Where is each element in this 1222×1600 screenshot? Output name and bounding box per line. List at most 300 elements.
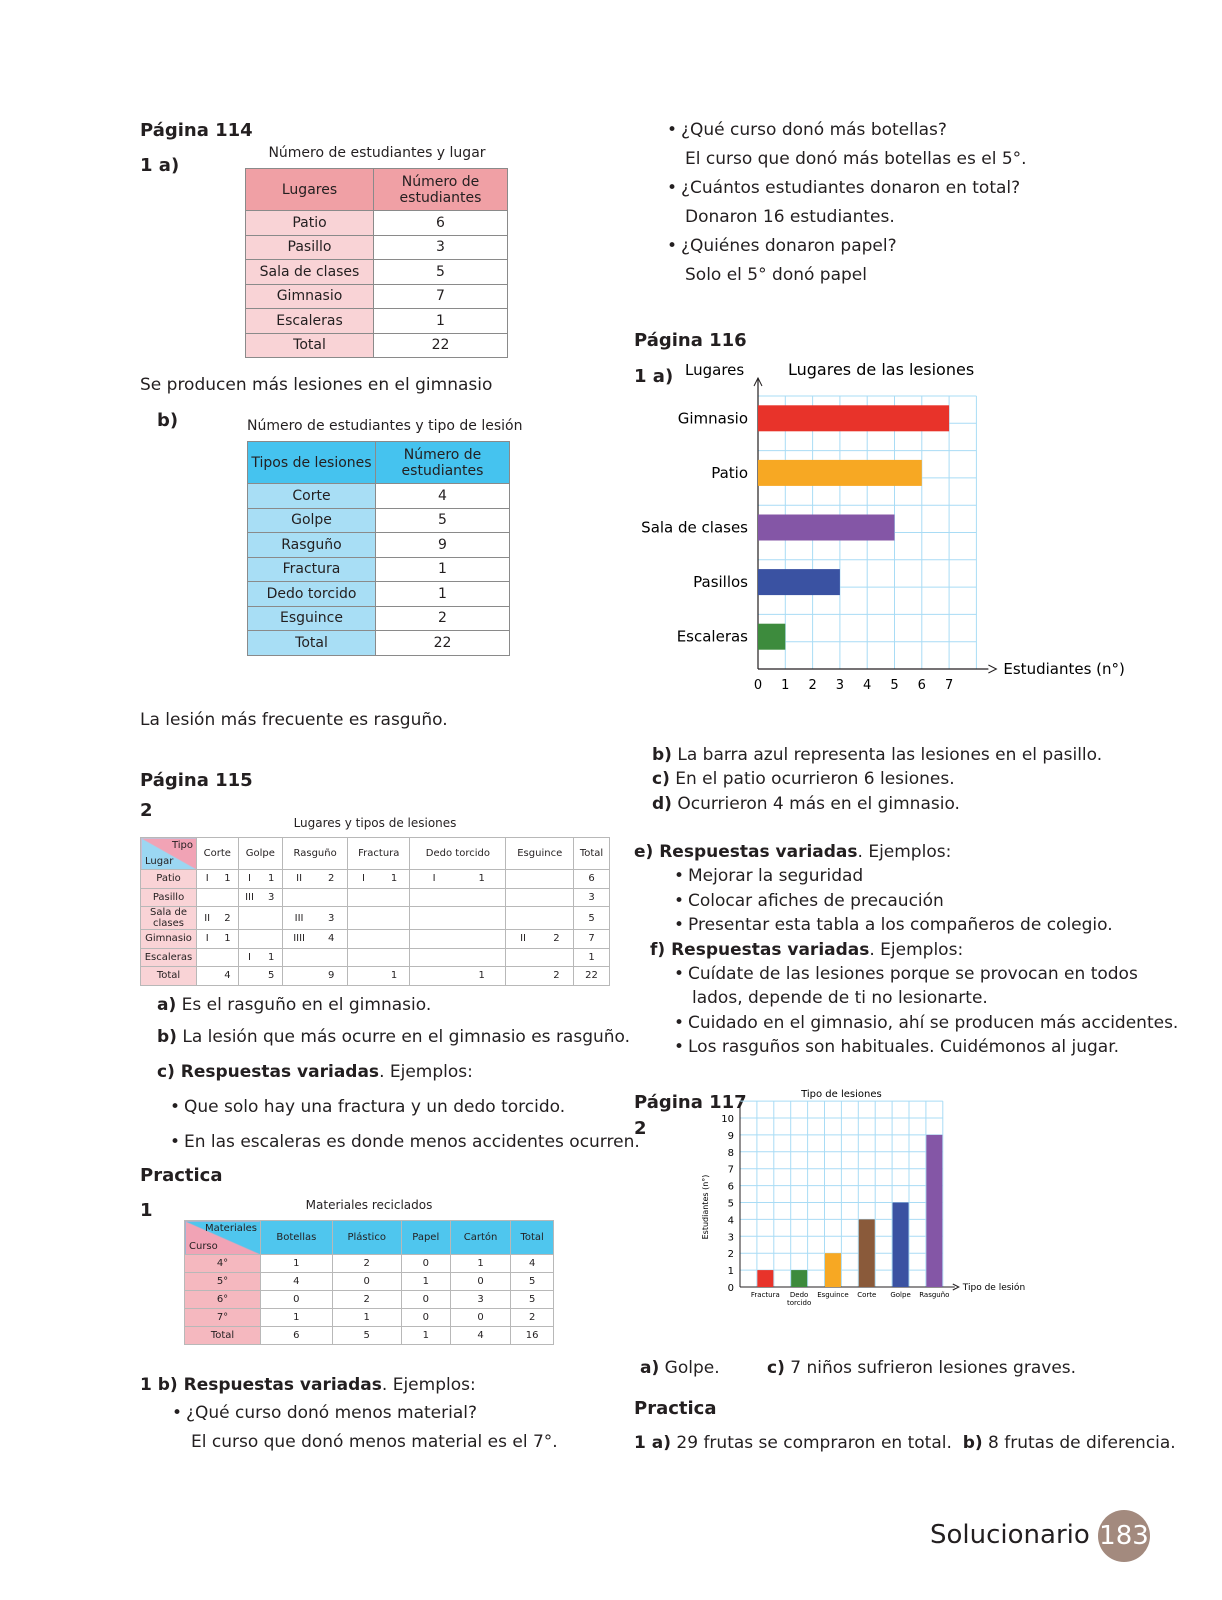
answer-a: Se producen más lesiones en el gimnasio [140, 375, 493, 395]
mat-row-label: 7° [185, 1309, 261, 1327]
tally-count: 1 [268, 873, 275, 885]
mat-row [185, 1291, 554, 1309]
tally-cell [238, 870, 282, 889]
tally-cell [410, 870, 506, 889]
mat-row [185, 1255, 554, 1273]
tally-cell [197, 930, 239, 949]
table-a-row [246, 284, 508, 309]
table-b-row [248, 484, 510, 509]
p116-e-item-2: • Colocar afiches de precaución [674, 891, 944, 911]
tally-total: 3 [574, 888, 610, 907]
tally-count: 3 [327, 912, 335, 924]
p117-c-text: 7 niños sufrieron lesiones graves. [790, 1358, 1077, 1378]
table-a-header-1: Lugares [246, 169, 374, 211]
tally-marks: II [204, 912, 211, 924]
p116-e-label: e) Respuestas variadas [634, 842, 858, 862]
tally-cell [348, 870, 410, 889]
table-a-row [246, 333, 508, 358]
p116-e-item-3: • Presentar esta tabla a los compañeros de colegio. [674, 915, 1113, 935]
table-a-row [246, 235, 508, 260]
table-b-cell-label: Dedo torcido [248, 582, 376, 607]
table-a-cell-label: Escaleras [246, 309, 374, 334]
table-b-cell-value: 1 [376, 582, 510, 607]
mat-row-label: 4° [185, 1255, 261, 1273]
mat-cell: 1 [332, 1309, 401, 1327]
rt-item-3-a: Solo el 5° donó papel [685, 265, 867, 285]
mat-cell: 2 [332, 1291, 401, 1309]
chart2-xlabel: Tipo de lesión [962, 1283, 1026, 1293]
mat-cell: 4 [511, 1255, 554, 1273]
rt-item-1-a: El curso que donó más botellas es el 5°. [685, 149, 1027, 169]
chart1-title: Lugares de las lesiones [788, 360, 975, 379]
chart1-xtick: 0 [753, 678, 763, 693]
mat-col-header: Plástico [332, 1221, 401, 1255]
tally-cell [348, 930, 410, 949]
chart2-ytick: 7 [727, 1164, 734, 1176]
tally-count: 2 [224, 912, 231, 924]
rt-item-2-a: Donaron 16 estudiantes. [685, 207, 895, 227]
tally-count: 9 [327, 970, 335, 982]
mat-cell: 5 [332, 1327, 401, 1345]
tally-col-header: Corte [197, 838, 239, 870]
tally-cell [410, 930, 506, 949]
q1b-p115-text: . Ejemplos: [381, 1375, 476, 1395]
rt-item-3-q-text: ¿Quiénes donaron papel? [681, 236, 897, 256]
tally-cell [283, 967, 348, 986]
tally-row [141, 930, 610, 949]
mat-row [185, 1273, 554, 1291]
tally-marks: I [362, 873, 365, 885]
table-b-row [248, 557, 510, 582]
chart2-ytick: 9 [727, 1130, 734, 1142]
table-a-cell-label: Pasillo [246, 235, 374, 260]
table-a-cell-label: Gimnasio [246, 284, 374, 309]
tally-count: 1 [268, 951, 275, 963]
table-a-cell-label: Sala de clases [246, 260, 374, 285]
table-a-cell-value: 5 [374, 260, 508, 285]
tally-count: 1 [478, 970, 485, 982]
table-lugares [245, 168, 508, 358]
chart1-xtick: 1 [781, 678, 790, 693]
p116-e-text: . Ejemplos: [857, 842, 952, 862]
p116-e-item-1-text: Mejorar la seguridad [688, 866, 864, 886]
table-a-cell-value: 6 [374, 211, 508, 236]
tally-total: 7 [574, 930, 610, 949]
mat-row [185, 1309, 554, 1327]
chart2-title: Tipo de lesiones [801, 1089, 882, 1100]
tally-cell [197, 888, 239, 907]
chart1-xtick: 5 [890, 678, 899, 693]
practica-right-1b-label: b) [962, 1433, 983, 1453]
tally-cell [348, 948, 410, 967]
chart1-xtick: 3 [835, 678, 845, 693]
tally-count: 1 [390, 873, 398, 885]
mat-cell: 1 [261, 1255, 333, 1273]
tally-cell [283, 948, 348, 967]
practica-right-1a-label: 1 a) [634, 1433, 671, 1453]
q1b-item-a: El curso que donó menos material es el 7°. [191, 1432, 558, 1452]
p116-b-label: b) [652, 745, 672, 765]
tally-row [141, 907, 610, 930]
p115-c-item-2-text: En las escaleras es donde menos accidentes ocurren. [184, 1132, 640, 1152]
table-a-cell-value: 22 [374, 333, 508, 358]
chart2-category-label: Fractura [750, 1291, 780, 1299]
p115-a [157, 995, 431, 1015]
tally-cell [410, 888, 506, 907]
p116-f-item-2-text: Cuidado en el gimnasio, ahí se producen más accidentes. [688, 1013, 1179, 1033]
chart2-ytick: 10 [721, 1114, 734, 1125]
q2-label: 2 [140, 800, 153, 821]
mat-cell: 0 [401, 1255, 450, 1273]
p117-a-label: a) [640, 1358, 660, 1378]
tally-cell [506, 870, 574, 889]
table-a-row [246, 211, 508, 236]
p115-a-text: Es el rasguño en el gimnasio. [181, 995, 432, 1015]
heading-p117: Página 117 [634, 1092, 747, 1113]
tally-caption: Lugares y tipos de lesiones [293, 816, 457, 830]
tally-count: 2 [553, 970, 560, 982]
p115-c-item-1-text: Que solo hay una fractura y un dedo torcido. [184, 1097, 566, 1117]
p116-q1a: 1 a) [634, 366, 674, 387]
p117-q2: 2 [634, 1118, 647, 1139]
tally-header-row [141, 838, 610, 870]
table-b-cell-value: 2 [376, 606, 510, 631]
tally-count: 1 [224, 933, 231, 945]
table-a-row [246, 260, 508, 285]
p116-b [652, 745, 1102, 765]
mat-cell: 0 [332, 1273, 401, 1291]
p117-a [640, 1358, 720, 1378]
chart2-ytick: 5 [727, 1198, 734, 1210]
p116-c-text: En el patio ocurrieron 6 lesiones. [675, 769, 955, 789]
tally-corner [141, 838, 197, 870]
chart2-category-label: Golpe [890, 1291, 911, 1299]
tally-row [141, 870, 610, 889]
p117-c-label: c) [767, 1358, 785, 1378]
tally-row [141, 967, 610, 986]
heading-p115: Página 115 [140, 770, 253, 791]
practica-right-1a-text: 29 frutas se compraron en total. [676, 1433, 952, 1453]
table-b-cell-value: 4 [376, 484, 510, 509]
mat-cell: 0 [450, 1309, 511, 1327]
chart1-category-label: Pasillos [693, 573, 748, 592]
mat-cell: 0 [401, 1309, 450, 1327]
p116-c-label: c) [652, 769, 670, 789]
chart2-category-label: Corte [857, 1291, 877, 1299]
tally-row-label: Total [141, 967, 197, 986]
tally-count: 3 [268, 891, 275, 903]
table-a-cell-value: 3 [374, 235, 508, 260]
tally-cell [238, 930, 282, 949]
p115-a-label: a) [157, 995, 177, 1015]
q1b-p115 [140, 1375, 476, 1395]
chart2-ytick: 8 [727, 1147, 734, 1159]
chart1-xtick: 7 [944, 678, 954, 693]
rt-item-1-q: • ¿Qué curso donó más botellas? [667, 120, 947, 140]
tally-total: 1 [574, 948, 610, 967]
q1b-item-q-text: ¿Qué curso donó menos material? [186, 1403, 478, 1423]
tally-cell [506, 907, 574, 930]
chart1-bar [758, 460, 922, 486]
mat-cell: 2 [511, 1309, 554, 1327]
chart2-ytick: 0 [727, 1283, 734, 1294]
table-a-cell-value: 7 [374, 284, 508, 309]
table-b-cell-value: 1 [376, 557, 510, 582]
mat-cell: 1 [401, 1273, 450, 1291]
tally-count: 5 [268, 970, 275, 982]
practica-right: Practica [634, 1398, 717, 1419]
tally-cell [283, 930, 348, 949]
p116-f-text: . Ejemplos: [869, 940, 964, 960]
tally-cell [410, 967, 506, 986]
chart2-bar [757, 1270, 773, 1287]
tally-cell [238, 888, 282, 907]
p116-f [650, 940, 963, 960]
mat-col-header: Cartón [450, 1221, 511, 1255]
chart2-ylabel: Estudiantes (n°) [701, 1174, 710, 1240]
tally-col-header: Rasguño [283, 838, 348, 870]
p115-c-item-1: • Que solo hay una fractura y un dedo torcido. [170, 1097, 566, 1117]
mat-corner-top: Materiales [205, 1223, 257, 1234]
table-b-cell-value: 9 [376, 533, 510, 558]
page-number: 183 [1098, 1510, 1150, 1562]
mat-col-header: Botellas [261, 1221, 333, 1255]
tally-count: 1 [390, 970, 398, 982]
tally-corner-top: Tipo [171, 840, 193, 851]
tally-count: 1 [478, 873, 485, 885]
tally-col-header: Total [574, 838, 610, 870]
table-a-cell-value: 1 [374, 309, 508, 334]
tally-marks: I [248, 873, 251, 885]
table-b-row [248, 582, 510, 607]
p116-f-item-1b: lados, depende de ti no lesionarte. [692, 988, 988, 1008]
table-tipos [247, 441, 510, 656]
table-b-cell-label: Esguince [248, 606, 376, 631]
tally-cell [283, 888, 348, 907]
tally-marks: IIII [293, 933, 305, 945]
tally-total: 22 [574, 967, 610, 986]
tally-cell [197, 907, 239, 930]
p115-b [157, 1027, 630, 1047]
q1b-item-q: • ¿Qué curso donó menos material? [172, 1403, 478, 1423]
chart2-bar [791, 1270, 807, 1287]
chart1-category-label: Sala de clases [641, 518, 748, 537]
chart1-bar [758, 405, 949, 431]
mat-row-label: 6° [185, 1291, 261, 1309]
tally-total: 5 [574, 907, 610, 930]
p115-c-label: c) Respuestas variadas [157, 1062, 380, 1082]
p115-c [157, 1062, 473, 1082]
p115-b-text: La lesión que más ocurre en el gimnasio es rasguño. [182, 1027, 631, 1047]
mat-cell: 3 [450, 1291, 511, 1309]
practica-right-1 [634, 1433, 1176, 1453]
chart2-category-label: torcido [787, 1299, 812, 1307]
p116-c [652, 769, 955, 789]
mat-row [185, 1327, 554, 1345]
tally-cell [197, 870, 239, 889]
chart1-category-label: Escaleras [676, 627, 748, 646]
p116-d [652, 794, 960, 814]
tally-cell [506, 948, 574, 967]
practica-right-1b-text: 8 frutas de diferencia. [988, 1433, 1176, 1453]
q1a-label: 1 a) [140, 155, 180, 176]
tally-marks: I [248, 951, 251, 963]
rt-item-1-q-text: ¿Qué curso donó más botellas? [681, 120, 947, 140]
p115-c-text: . Ejemplos: [379, 1062, 473, 1082]
tally-col-header: Golpe [238, 838, 282, 870]
chart1-category-label: Patio [711, 463, 748, 482]
p115-b-label: b) [157, 1027, 177, 1047]
tally-corner-bottom: Lugar [145, 856, 174, 867]
tally-cell [348, 967, 410, 986]
chart2-bar [825, 1253, 841, 1287]
x-axis-arrow [988, 665, 996, 673]
tally-cell [238, 907, 282, 930]
chart2-ytick: 4 [727, 1215, 734, 1227]
p116-d-label: d) [652, 794, 672, 814]
chart1-xtick: 4 [863, 678, 872, 693]
p116-f-label: f) Respuestas variadas [650, 940, 870, 960]
tally-col-header: Fractura [348, 838, 410, 870]
chart2-bar [926, 1135, 942, 1287]
tally-count: 2 [327, 873, 335, 885]
tally-row-label: Escaleras [141, 948, 197, 967]
p116-e-item-3-text: Presentar esta tabla a los compañeros de colegio. [688, 915, 1113, 935]
table-b-cell-value: 5 [376, 508, 510, 533]
table-b-row [248, 631, 510, 656]
rt-item-3-q: • ¿Quiénes donaron papel? [667, 236, 897, 256]
chart2-ytick: 1 [727, 1266, 734, 1278]
mat-cell: 1 [401, 1327, 450, 1345]
mat-cell: 1 [450, 1255, 511, 1273]
p116-e-item-2-text: Colocar afiches de precaución [688, 891, 944, 911]
tally-row-label: Sala de clases [141, 907, 197, 930]
chart1-bar [758, 569, 840, 595]
rt-item-2-q: • ¿Cuántos estudiantes donaron en total? [667, 178, 1021, 198]
tally-table [140, 837, 610, 986]
tally-cell [410, 948, 506, 967]
tally-row-label: Gimnasio [141, 930, 197, 949]
chart1-xtick: 6 [917, 678, 926, 693]
chart1-ylabel: Lugares [685, 361, 745, 379]
table-b-row [248, 508, 510, 533]
tally-row [141, 948, 610, 967]
mat-row-label: 5° [185, 1273, 261, 1291]
table-b-cell-label: Total [248, 631, 376, 656]
table-a-header-2: Número de estudiantes [374, 169, 508, 211]
tally-count: 4 [327, 933, 335, 945]
tally-count: 2 [553, 933, 560, 945]
tally-marks: II [520, 933, 526, 945]
table-a-row [246, 309, 508, 334]
mat-caption: Materiales reciclados [305, 1198, 433, 1212]
tally-cell [506, 967, 574, 986]
practica-1-label: 1 [140, 1200, 153, 1221]
tally-cell [238, 948, 282, 967]
p116-d-text: Ocurrieron 4 más en el gimnasio. [677, 794, 960, 814]
chart2-category-label: Esguince [817, 1291, 849, 1299]
p116-f-item-3: • Los rasguños son habituales. Cuidémonos al jugar. [674, 1037, 1120, 1057]
tally-count: 4 [224, 970, 231, 982]
tally-cell [348, 888, 410, 907]
mat-cell: 0 [261, 1291, 333, 1309]
chart2-ytick: 3 [727, 1232, 734, 1244]
mat-corner-bottom: Curso [189, 1241, 218, 1252]
tally-marks: II [296, 873, 303, 885]
tally-row-label: Patio [141, 870, 197, 889]
chart2-bar [859, 1219, 875, 1287]
mat-col-header: Papel [401, 1221, 450, 1255]
mat-header-row [185, 1221, 554, 1255]
mat-cell: 16 [511, 1327, 554, 1345]
table-b-cell-label: Fractura [248, 557, 376, 582]
p117-c [767, 1358, 1076, 1378]
p116-f-item-1-text: Cuídate de las lesiones porque se provocan en todos [688, 964, 1138, 984]
chart2-ytick: 6 [727, 1181, 734, 1193]
mat-cell: 5 [511, 1273, 554, 1291]
tally-marks: I [205, 933, 209, 945]
q1b-p115-label: 1 b) Respuestas variadas [140, 1375, 382, 1395]
mat-row-label: Total [185, 1327, 261, 1345]
mat-cell: 6 [261, 1327, 333, 1345]
chart-tipos [701, 1089, 1110, 1350]
q1b-label: b) [157, 410, 179, 431]
table-b-caption: Número de estudiantes y tipo de lesión [247, 418, 523, 434]
tally-marks: III [294, 912, 304, 924]
tally-cell [283, 907, 348, 930]
table-b-row [248, 606, 510, 631]
table-b-header-2: Número de estudiantes [376, 442, 510, 484]
tally-cell [197, 948, 239, 967]
practica-left: Practica [140, 1165, 223, 1186]
chart1-xtick: 2 [808, 678, 817, 693]
table-b-cell-label: Corte [248, 484, 376, 509]
tally-count: 1 [224, 873, 231, 885]
footer-label: Solucionario [930, 1520, 1090, 1550]
mat-cell: 4 [450, 1327, 511, 1345]
materiales-table [184, 1220, 554, 1345]
p116-e [634, 842, 951, 862]
tally-marks: I [205, 873, 209, 885]
chart2-category-label: Dedo [789, 1291, 809, 1299]
p116-f-item-1: • Cuídate de las lesiones porque se provocan en todos [674, 964, 1138, 984]
tally-row [141, 888, 610, 907]
table-a-caption: Número de estudiantes y lugar [268, 145, 486, 161]
p115-c-item-2: • En las escaleras es donde menos accidentes ocurren. [170, 1132, 640, 1152]
table-a-cell-label: Patio [246, 211, 374, 236]
mat-cell: 5 [511, 1291, 554, 1309]
tally-cell [283, 870, 348, 889]
mat-cell: 0 [450, 1273, 511, 1291]
rt-item-2-q-text: ¿Cuántos estudiantes donaron en total? [681, 178, 1021, 198]
tally-cell [238, 967, 282, 986]
tally-cell [348, 907, 410, 930]
table-b-cell-label: Rasguño [248, 533, 376, 558]
chart2-bar [893, 1203, 909, 1288]
mat-cell: 4 [261, 1273, 333, 1291]
chart1-xlabel: Estudiantes (n°) [1003, 660, 1125, 678]
table-b-header-1: Tipos de lesiones [248, 442, 376, 484]
tally-marks: III [245, 891, 254, 903]
table-b-row [248, 533, 510, 558]
tally-cell [410, 907, 506, 930]
table-b-cell-label: Golpe [248, 508, 376, 533]
chart2-ytick: 2 [727, 1249, 734, 1261]
p116-f-item-3-text: Los rasguños son habituales. Cuidémonos al jugar. [688, 1037, 1120, 1057]
tally-total: 6 [574, 870, 610, 889]
p117-a-text: Golpe. [664, 1358, 720, 1378]
tally-marks: I [432, 873, 436, 885]
